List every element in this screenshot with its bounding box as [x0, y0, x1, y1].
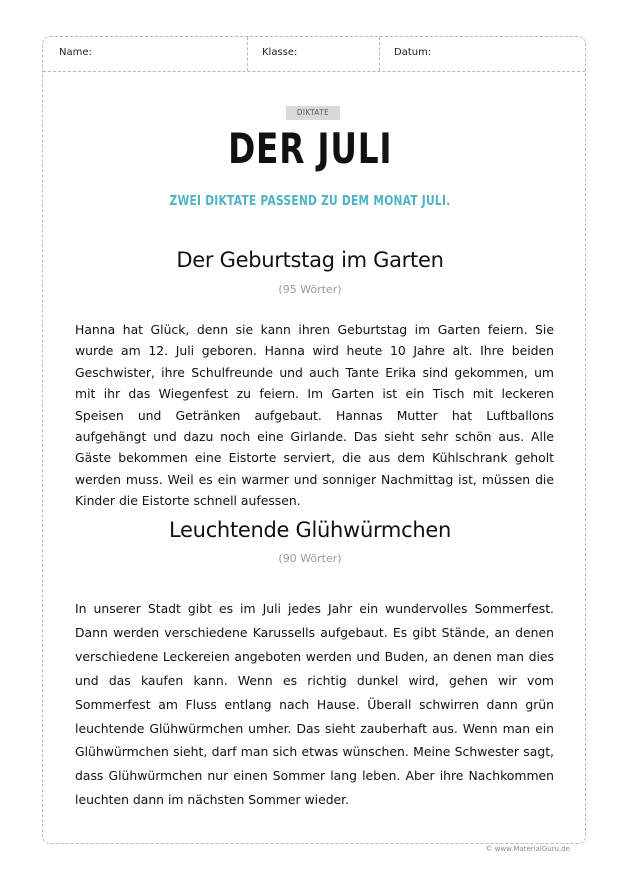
section-1-heading: Der Geburtstag im Garten — [176, 248, 444, 272]
page-subtitle: ZWEI DIKTATE PASSEND ZU DEM MONAT JULI. — [169, 194, 451, 209]
section-1-text: Hanna hat Glück, denn sie kann ihren Geburtstag im Garten feiern. Sie wurde am 12. Juli geboren. Hanna wird heute 10 Jahre alt. Ihre beiden Geschwister, ihre Schulfreunde und auch Tante Erika sind gekommen, um mit ihr das Wiegenfest zu feiern. Im Garten ist ein Tisch mit leckeren Speisen und Getränken aufgebaut. Hannas Mutter hat Luftballons aufgehängt und dazu noch eine Girlande. Das sieht sehr schön aus. Alle Gäste bekommen eine Eistorte serviert, die aus dem Kühlschrank geholt werden muss. Weil es ein warmer und sonniger Nachmittag ist, müssen die Kinder die Eistorte schnell aufessen. — [75, 322, 554, 509]
class-field-label: Klasse: — [248, 37, 380, 71]
name-field-label: Name: — [43, 37, 248, 71]
page-title: DER JULI — [228, 124, 393, 173]
copyright-notice: © www.MaterialGuru.de — [485, 845, 570, 853]
category-badge: DIKTATE — [286, 106, 340, 120]
date-field-label: Datum: — [394, 47, 432, 58]
header-row — [43, 37, 585, 72]
section-2-text: In unserer Stadt gibt es im Juli jedes Jahr ein wundervolles Sommerfest. Dann werden verschiedene Karussells aufgebaut. Es gibt Stände, an denen verschiedene Leckereien angeboten werden und Buden, an denen man dies und das kaufen kann. Wenn es richtig dunkel wird, gehen wir vom Sommerfest am Fluss entlang nach Hause. Überall schwirren dann grün leuchtende Glühwürmchen umher. Das sieht zauberhaft aus. Wenn man ein Glühwürmchen sieht, darf man sich etwas wünschen. Meine Schwester sagt, dass Glühwürmchen nur einen Sommer lang leben. Aber ihre Nachkommen leuchten dann im nächsten Sommer wieder. — [75, 601, 554, 808]
section-2-heading: Leuchtende Glühwürmchen — [169, 518, 451, 542]
section-2-wordcount: (90 Wörter) — [278, 552, 342, 565]
section-1-wordcount: (95 Wörter) — [278, 283, 342, 296]
